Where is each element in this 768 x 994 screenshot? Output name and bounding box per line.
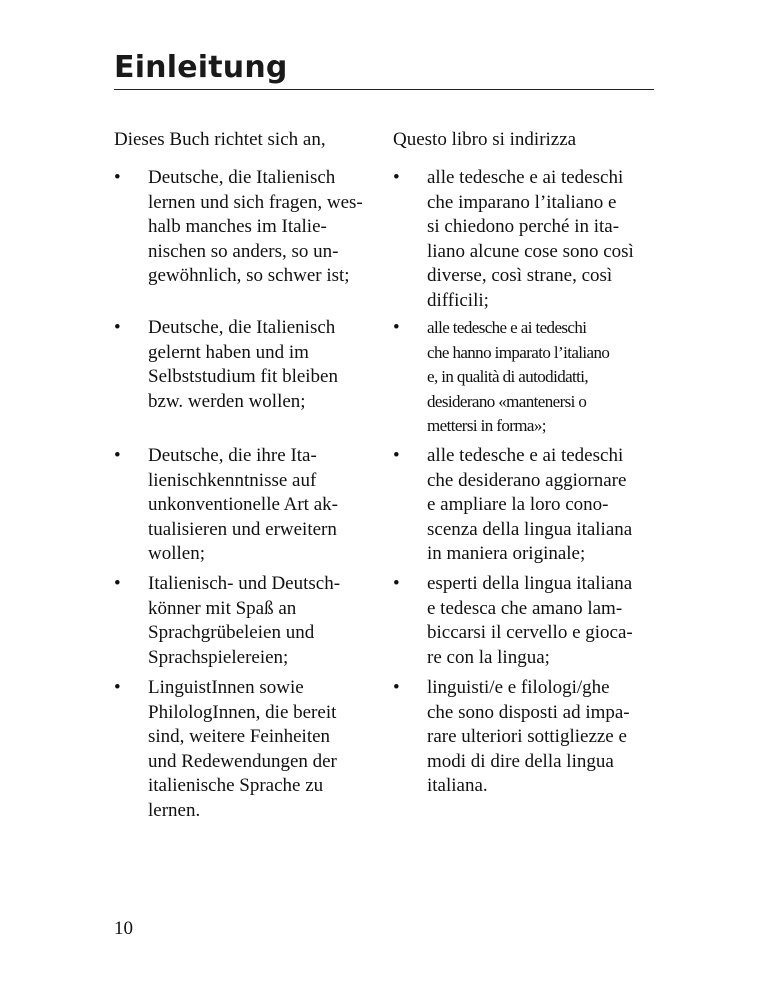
german-item-text: LinguistInnen sowie PhilologInnen, die bereit sind, weitere Feinheiten und Redewendungen der italienische Sprache zu lernen. bbox=[148, 677, 337, 821]
german-item-text: Deutsche, die Italienisch gelernt haben und im Selbststudium fit bleiben bzw. werden wollen; bbox=[148, 317, 338, 412]
bullet-icon: • bbox=[114, 317, 121, 338]
page-number: 10 bbox=[114, 918, 133, 939]
german-list-item bbox=[114, 676, 376, 823]
italian-list-item bbox=[393, 316, 673, 439]
bullet-icon: • bbox=[393, 677, 400, 698]
bullet-icon: • bbox=[114, 167, 121, 188]
bullet-icon: • bbox=[393, 317, 400, 338]
italian-list-item bbox=[393, 572, 673, 670]
german-intro: Dieses Buch richtet sich an, bbox=[114, 129, 326, 150]
german-list-item bbox=[114, 316, 376, 414]
german-list-item bbox=[114, 166, 376, 289]
italian-item-text: alle tedesche e ai tedeschi che desiderano aggiornare e ampliare la loro cono- scenza della lingua italiana in maniera originale; bbox=[427, 445, 633, 564]
italian-intro: Questo libro si indirizza bbox=[393, 129, 577, 150]
italian-list-item bbox=[393, 444, 673, 567]
italian-list-item bbox=[393, 166, 673, 313]
italian-item-text: alle tedesche e ai tedeschi che hanno imparato l’italiano e, in qualità di autodidatti, desiderano «mantenersi o mettersi in forma»; bbox=[427, 318, 610, 435]
german-item-text: Italienisch- und Deutsch- könner mit Spaß an Sprachgrübeleien und Sprachspielereien; bbox=[148, 573, 341, 668]
german-list-item bbox=[114, 572, 376, 670]
german-list-item bbox=[114, 444, 376, 567]
italian-column bbox=[393, 128, 673, 796]
german-item-text: Deutsche, die ihre Ita- lienischkenntnisse auf unkonventionelle Art ak- tualisieren und erweitern wollen; bbox=[148, 445, 338, 564]
italian-item-text: alle tedesche e ai tedeschi che imparano l’italiano e si chiedono perché in ita- liano alcune cose sono così diverse, così strane, così difficili; bbox=[427, 167, 634, 311]
bullet-icon: • bbox=[114, 445, 121, 466]
german-item-text: Deutsche, die Italienisch lernen und sich fragen, wes- halb manches im Italie- nischen so anders, so un- gewöhnlich, so schwer ist; bbox=[148, 167, 363, 286]
bullet-icon: • bbox=[114, 677, 121, 698]
bullet-icon: • bbox=[393, 167, 400, 188]
page-title: Einleitung bbox=[114, 50, 288, 85]
bullet-icon: • bbox=[393, 445, 400, 466]
title-divider bbox=[114, 89, 654, 90]
italian-list-item bbox=[393, 676, 673, 799]
bullet-icon: • bbox=[393, 573, 400, 594]
german-column bbox=[114, 128, 376, 821]
italian-item-text: linguisti/e e filologi/ghe che sono disposti ad impa- rare ulteriori sottigliezze e modi di dire della lingua italiana. bbox=[427, 677, 630, 796]
italian-item-text: esperti della lingua italiana e tedesca che amano lam- biccarsi il cervello e gioca- re con la lingua; bbox=[427, 573, 633, 668]
bullet-icon: • bbox=[114, 573, 121, 594]
